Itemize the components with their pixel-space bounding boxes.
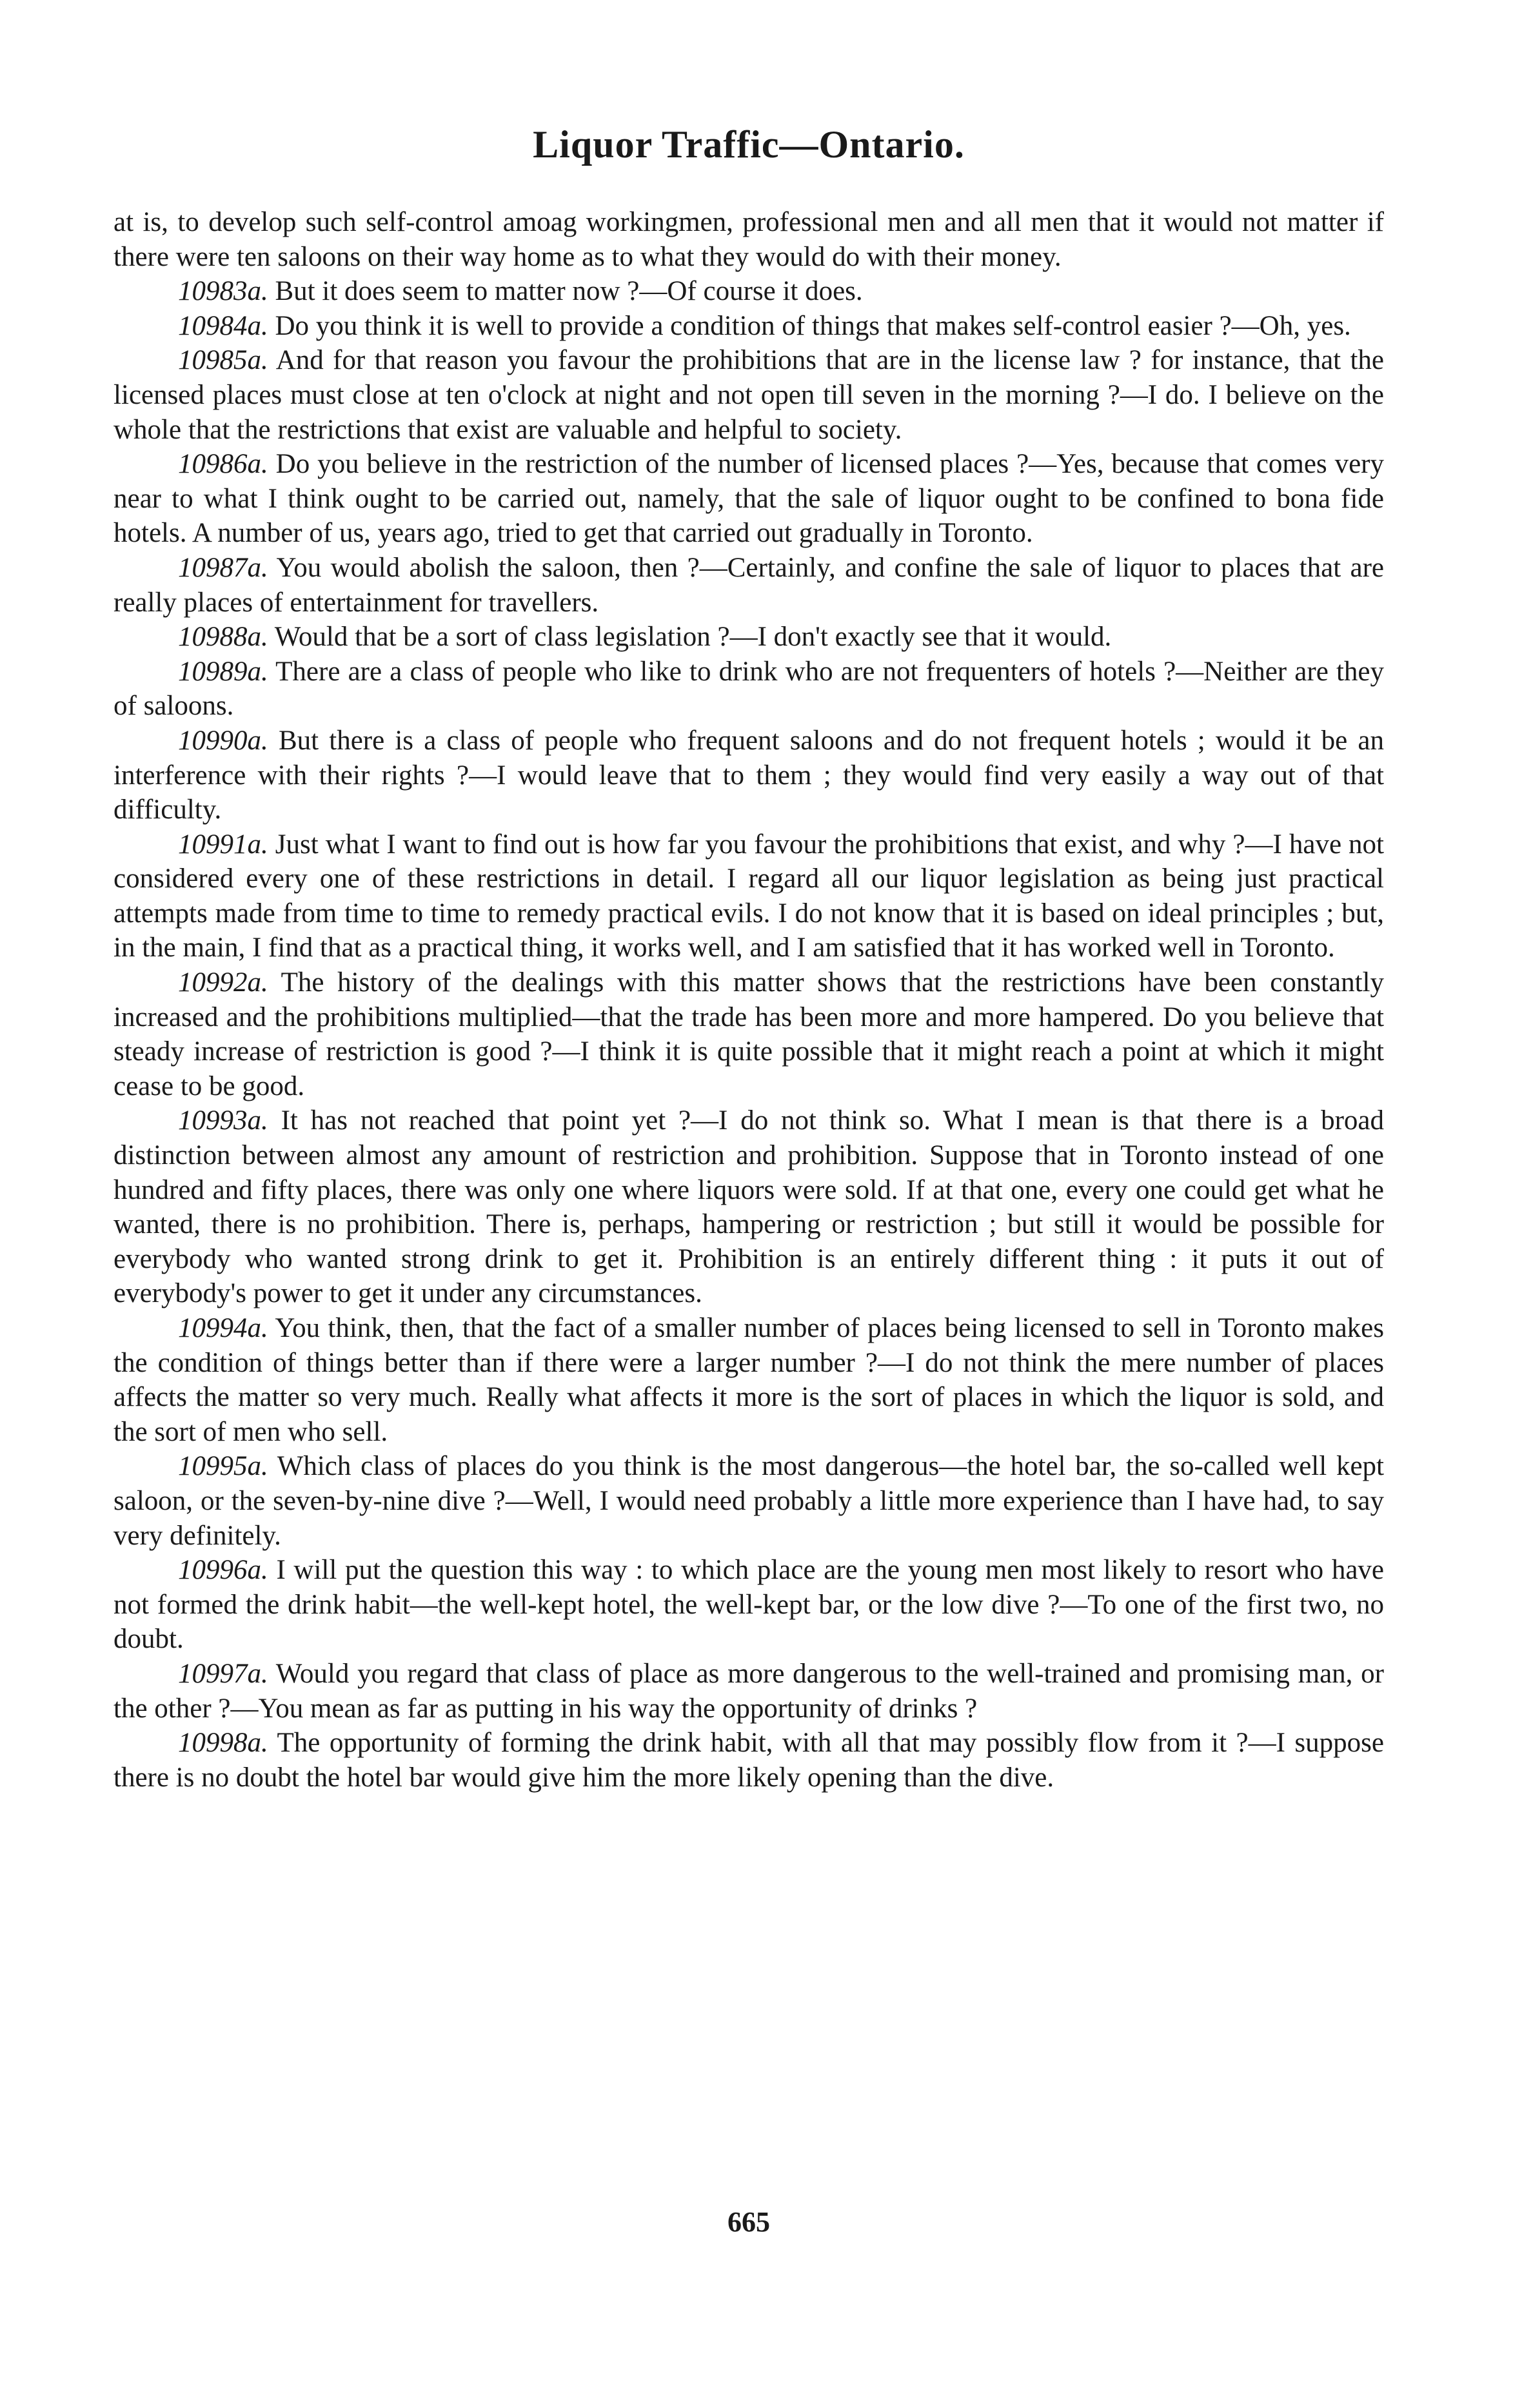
testimony-entry <box>114 965 1384 1103</box>
entry-text: Do you think it is well to provide a condition of things that makes self-control easier ?—Oh, yes. <box>275 310 1351 341</box>
testimony-entry <box>114 1726 1384 1795</box>
entry-text: It has not reached that point yet ?—I do not think so. What I mean is that there is a broad distinction between almost any amount of restriction and prohibition. Suppose that in Toronto instead of one hundred and fifty places, there was only one where liquors were sold. If at that one, every one could get what he wanted, there is no prohibition. There is, perhaps, hampering or restriction ; but still it would be possible for everybody who wanted strong drink to get it. Prohibition is an entirely different thing : it puts it out of everybody's power to get it under any circumstances. <box>114 1105 1384 1309</box>
testimony-entry <box>114 309 1384 344</box>
testimony-entry <box>114 1311 1384 1449</box>
testimony-entry <box>114 1449 1384 1553</box>
question-number: 10989a. <box>178 656 268 687</box>
question-number: 10990a. <box>178 725 268 756</box>
testimony-entry <box>114 655 1384 724</box>
question-number: 10987a. <box>178 552 268 583</box>
testimony-entry <box>114 1103 1384 1311</box>
question-number: 10998a. <box>178 1728 268 1759</box>
question-number: 10986a. <box>178 449 268 480</box>
entry-text: You would abolish the saloon, then ?—Certainly, and confine the sale of liquor to places that are really places of entertainment for travellers. <box>114 552 1385 618</box>
question-number: 10995a. <box>178 1451 268 1482</box>
question-number: 10984a. <box>178 310 268 341</box>
testimony-entry <box>114 1553 1384 1657</box>
question-number: 10991a. <box>178 829 268 860</box>
testimony-body <box>114 205 1384 1795</box>
question-number: 10997a. <box>178 1658 268 1689</box>
testimony-entry <box>114 724 1384 827</box>
question-number: 10996a. <box>178 1555 268 1586</box>
entry-text: Would that be a sort of class legislation ?—I don't exactly see that it would. <box>274 622 1112 653</box>
running-head: Liquor Traffic—Ontario. <box>533 123 965 166</box>
question-number: 10993a. <box>178 1105 268 1136</box>
testimony-entry <box>114 1657 1384 1726</box>
testimony-entry <box>114 551 1384 620</box>
question-number: 10988a. <box>178 622 268 653</box>
entry-text: Which class of places do you think is the most dangerous—the hotel bar, the so-called well kept saloon, or the seven-by-nine dive ?—Well, I would need probably a little more experience than I have had, to say very definitely. <box>114 1451 1384 1551</box>
entry-text: The history of the dealings with this matter shows that the restrictions have been constantly increased and the prohibitions multiplied—that the trade has been more and more hampered. Do you believe that steady increase of restriction is good ?—I think it is quite possible that it might reach a point at which it might cease to be good. <box>114 967 1384 1101</box>
entry-text: Would you regard that class of place as more dangerous to the well-trained and promising man, or the other ?—You mean as far as putting in his way the opportunity of drinks ? <box>114 1658 1384 1724</box>
testimony-entry <box>114 447 1384 551</box>
page-number: 665 <box>727 2206 770 2238</box>
entry-text: There are a class of people who like to drink who are not frequenters of hotels ?—Neither are they of saloons. <box>114 656 1384 722</box>
question-number: 10994a. <box>178 1313 268 1343</box>
entry-text: But it does seem to matter now ?—Of course it does. <box>275 276 863 307</box>
testimony-entry <box>114 620 1384 655</box>
testimony-entry <box>114 343 1384 447</box>
entry-text: But there is a class of people who frequent saloons and do not frequent hotels ; would it be an interference with their rights ?—I would leave that to them ; they would find very easily a way out of that difficulty. <box>114 725 1384 825</box>
entry-text: And for that reason you favour the prohibitions that are in the license law ? for instance, that the licensed places must close at ten o'clock at night and not open till seven in the morning ?—I do. I believe on the whole that the restrictions that exist are valuable and helpful to society. <box>114 345 1384 445</box>
testimony-entry <box>114 274 1384 309</box>
document-page <box>114 0 1384 2408</box>
continuation-paragraph: at is, to develop such self-control amoag workingmen, professional men and all men that it would not matter if there were ten saloons on their way home as to what they would do with their money. <box>114 207 1384 272</box>
entry-text: Do you believe in the restriction of the number of licensed places ?—Yes, because that comes very near to what I think ought to be carried out, namely, that the sale of liquor ought to be confined to bona fide hotels. A number of us, years ago, tried to get that carried out gradually in Toronto. <box>114 449 1384 549</box>
entry-text: The opportunity of forming the drink habit, with all that may possibly flow from it ?—I suppose there is no doubt the hotel bar would give him the more likely opening than the dive. <box>114 1728 1384 1793</box>
entry-text: I will put the question this way : to which place are the young men most likely to resort who have not formed the drink habit—the well-kept hotel, the well-kept bar, or the low dive ?—To one of the first two, no doubt. <box>114 1555 1385 1655</box>
question-number: 10992a. <box>178 967 268 998</box>
entry-text: Just what I want to find out is how far you favour the prohibitions that exist, and why ?—I have not considered every one of these restrictions in detail. I regard all our liquor legislation as being just practical attempts made from time to time to remedy practical evils. I do not know that it is based on ideal principles ; but, in the main, I find that as a practical thing, it works well, and I am satisfied that it has worked well in Toronto. <box>114 829 1384 963</box>
question-number: 10983a. <box>178 276 268 307</box>
question-number: 10985a. <box>178 345 268 376</box>
testimony-entry <box>114 827 1384 965</box>
entry-text: You think, then, that the fact of a smaller number of places being licensed to sell in Toronto makes the condition of things better than if there were a larger number ?—I do not think the mere number of places affects the matter so very much. Really what affects it more is the sort of places in which the liquor is sold, and the sort of men who sell. <box>114 1313 1385 1447</box>
